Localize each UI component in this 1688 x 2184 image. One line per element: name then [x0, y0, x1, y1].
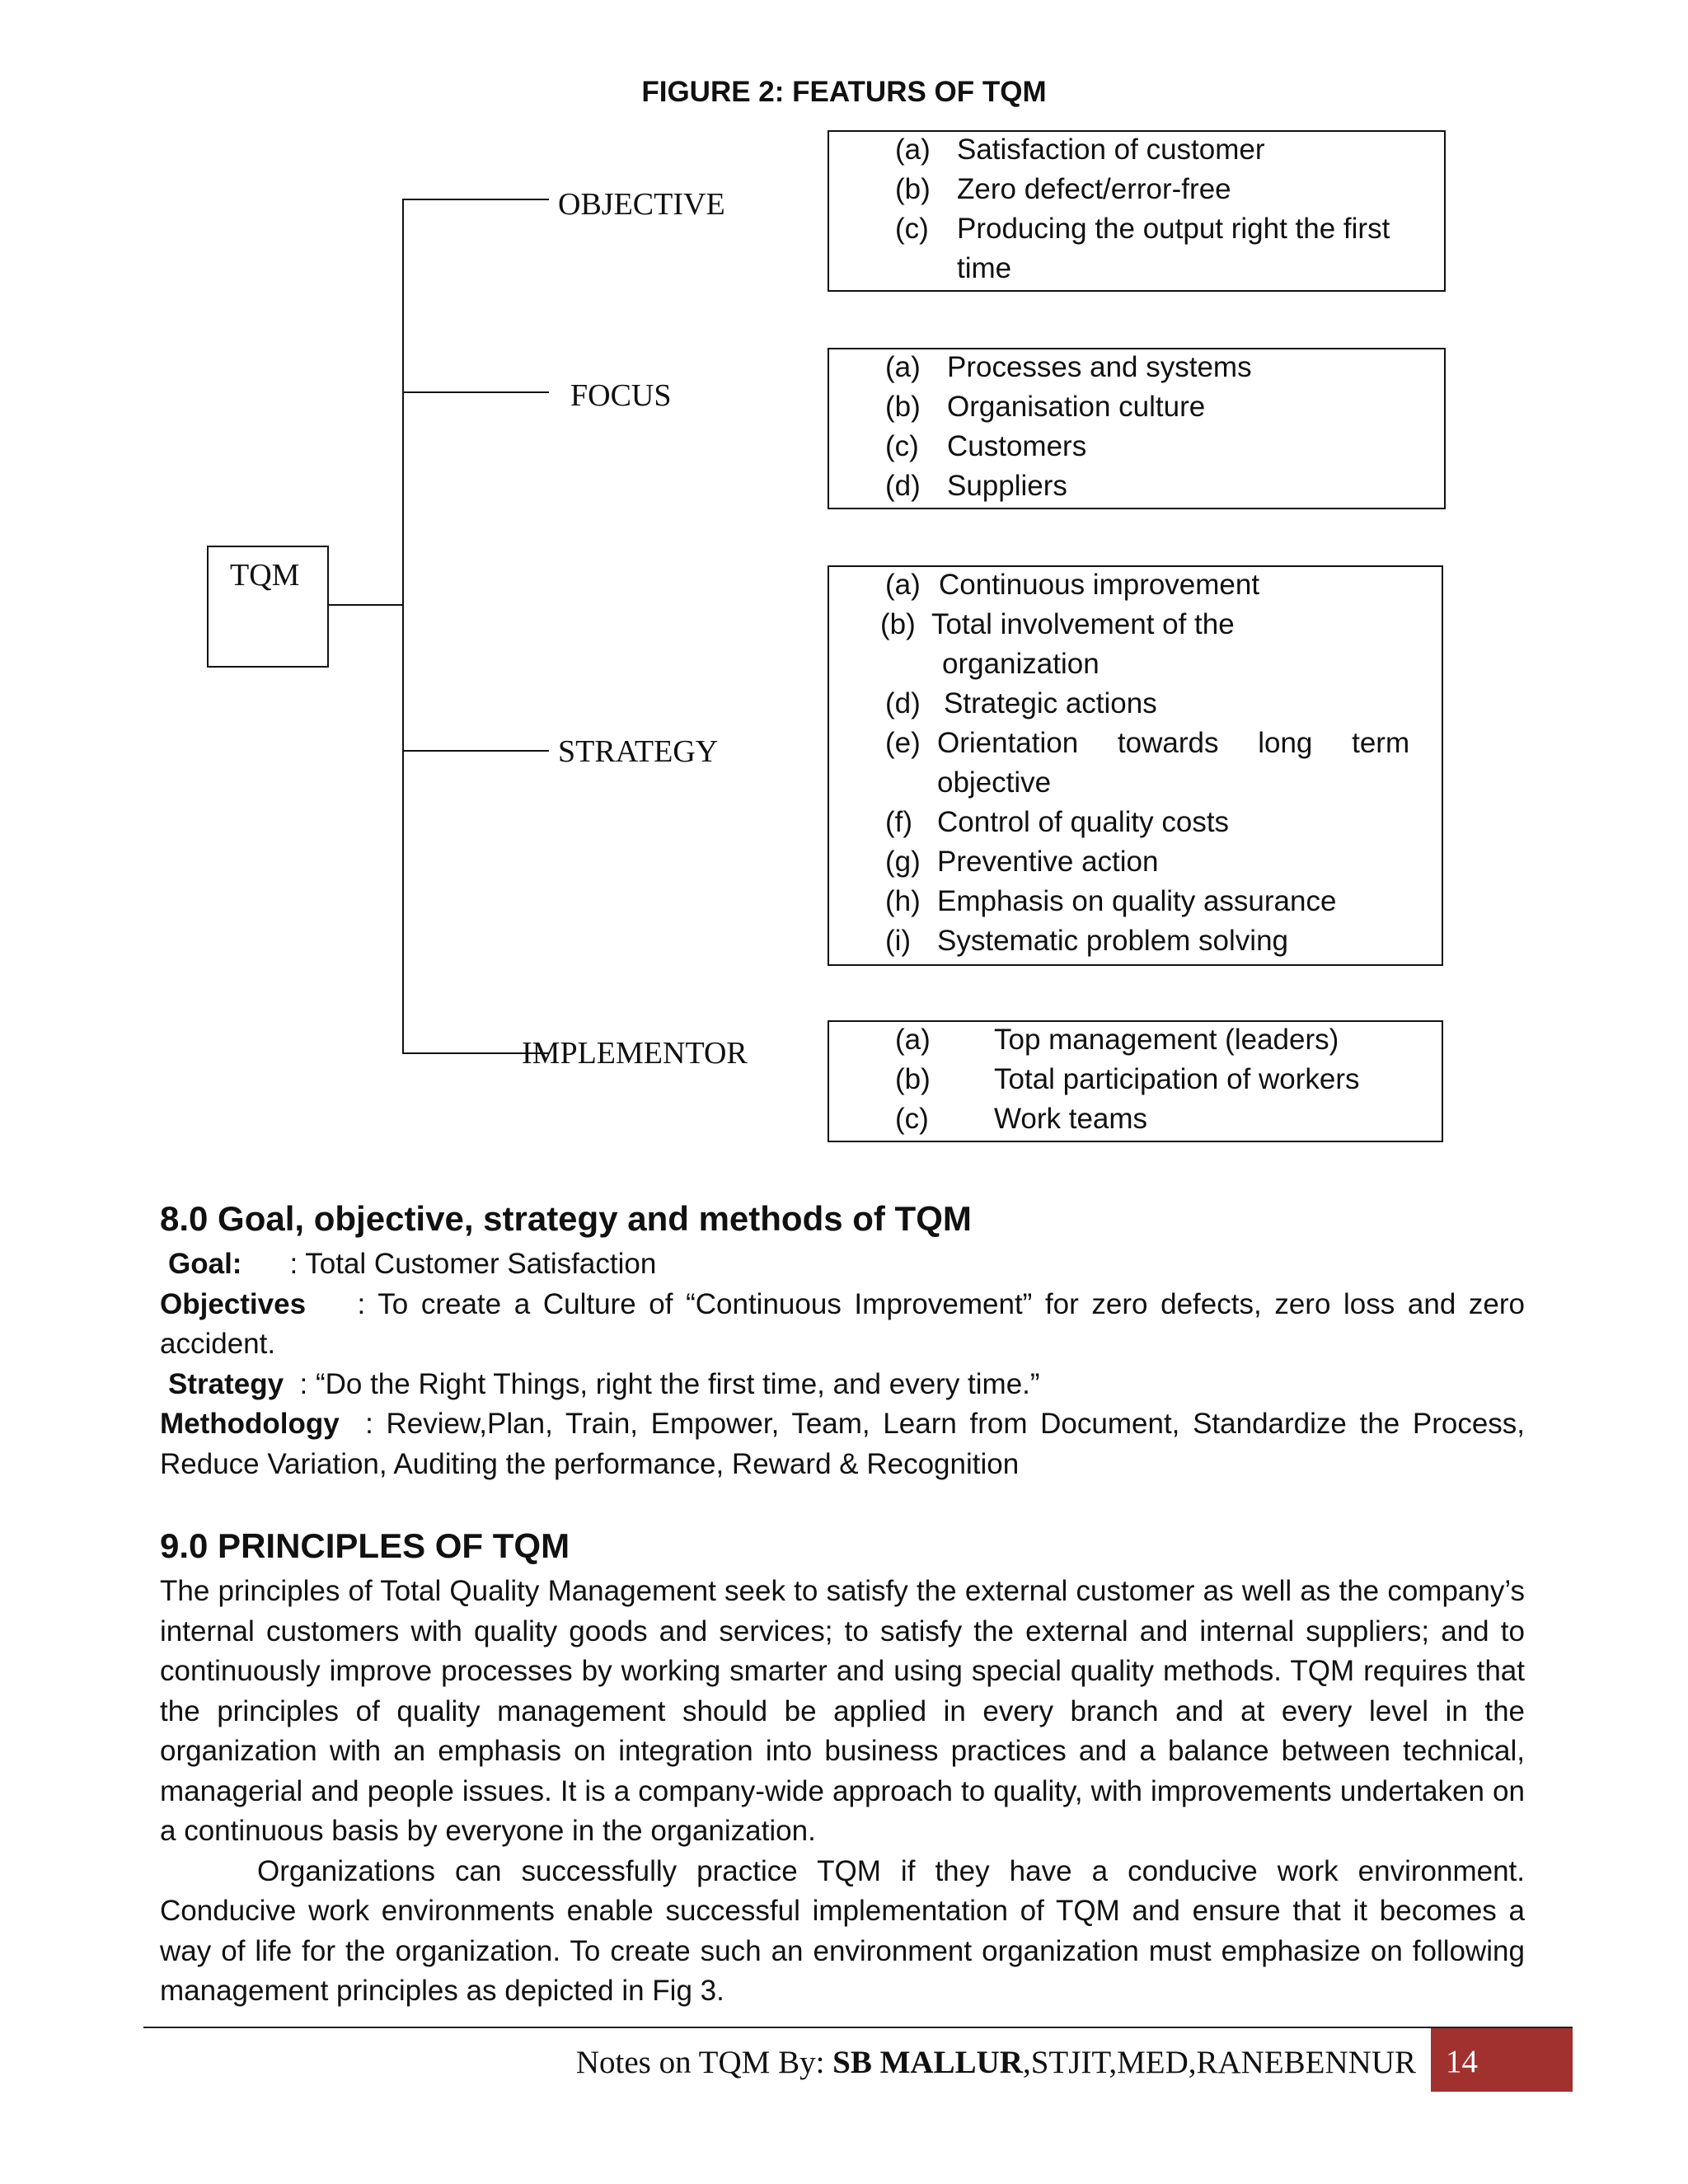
- page-number: 14: [1446, 2044, 1478, 2079]
- focus-box: (a) Processes and systems (b) Organisation culture (c) Customers (d) Suppliers: [828, 348, 1446, 509]
- root-connector: [329, 604, 403, 606]
- footer-prefix: Notes on TQM By:: [575, 2045, 833, 2080]
- objectives-label: Objectives: [160, 1287, 307, 1320]
- footer-credit: [576, 2044, 1416, 2081]
- figure-title: FIGURE 2: FEATURS OF TQM: [641, 76, 1047, 108]
- branch-line-objective: [402, 199, 549, 200]
- goal-text: : Total Customer Satisfaction: [289, 1248, 657, 1280]
- objective-box: (a) Satisfaction of customer (b) Zero defect/error-free (c) Producing the output right the first time: [828, 130, 1446, 292]
- branch-label-strategy: STRATEGY: [558, 734, 719, 769]
- page-number-badge: [1431, 2028, 1573, 2092]
- tqm-root-box: [207, 546, 329, 668]
- branch-line-focus: [402, 391, 549, 393]
- objectives-text: : To create a Culture of “Continuous Improvement” for zero defects, zero loss and zero accident.: [160, 1287, 1525, 1360]
- section-8-body: [160, 1244, 1525, 1484]
- methodology-label: Methodology: [160, 1408, 340, 1440]
- branch-label-implementor: IMPLEMENTOR: [522, 1036, 748, 1071]
- section-9-heading: 9.0 PRINCIPLES OF TQM: [160, 1526, 570, 1565]
- branch-label-objective: OBJECTIVE: [558, 187, 725, 222]
- trunk-line: [402, 199, 404, 1054]
- footer-suffix: ,STJIT,MED,RANEBENNUR: [1022, 2045, 1416, 2080]
- goal-row: [160, 1244, 1525, 1285]
- strategy-row: [160, 1365, 1525, 1405]
- principles-paragraph-2: Organizations can successfully practice TQM if they have a conducive work environment. Conducive work environments enable successful implementation of TQM and ensure that it becomes a way of life for the organization. To create such an environment organization must emphasize on following management principles as depicted in Fig 3.: [160, 1854, 1525, 2007]
- strategy-box: (a) Continuous improvement (b) Total involvement of the organization (d) Strategic actions (e) Orientation towards long term objective (f) Control of quality costs (g) Preventive action (h) Emphasis on quality assurance (i) Systematic problem solving: [828, 565, 1443, 966]
- section-9-body: [160, 1572, 1525, 2012]
- objectives-row: [160, 1285, 1525, 1365]
- footer-divider: [143, 2027, 1573, 2028]
- implementor-box: (a) Top management (leaders) (b) Total participation of workers (c) Work teams: [828, 1020, 1443, 1142]
- branch-label-focus: FOCUS: [570, 378, 672, 413]
- section-8-heading: 8.0 Goal, objective, strategy and methods of TQM: [160, 1199, 972, 1238]
- methodology-row: [160, 1404, 1525, 1484]
- strategy-text: : “Do the Right Things, right the first time, and every time.”: [299, 1367, 1040, 1400]
- branch-line-strategy: [402, 750, 549, 752]
- footer-author: SB MALLUR: [832, 2045, 1023, 2080]
- tqm-root-label: TQM: [230, 558, 300, 593]
- methodology-text: : Review,Plan, Train, Empower, Team, Learn from Document, Standardize the Process, Reduce Variation, Auditing the performance, Reward & Recognition: [160, 1408, 1526, 1480]
- goal-label: Goal:: [168, 1248, 242, 1280]
- strategy-label: Strategy: [168, 1367, 284, 1400]
- principles-paragraph-1: The principles of Total Quality Management seek to satisfy the external customer as well as the company’s internal customers with quality goods and services; to satisfy the external and internal suppliers; and to continuously improve processes by working smarter and using special quality methods. TQM requires that the principles of quality management should be applied in every branch and at every level in the organization with an emphasis on integration into business practices and a balance between technical, managerial and people issues. It is a company-wide approach to quality, with improvements undertaken on a continuous basis by everyone in the organization.: [160, 1575, 1525, 1847]
